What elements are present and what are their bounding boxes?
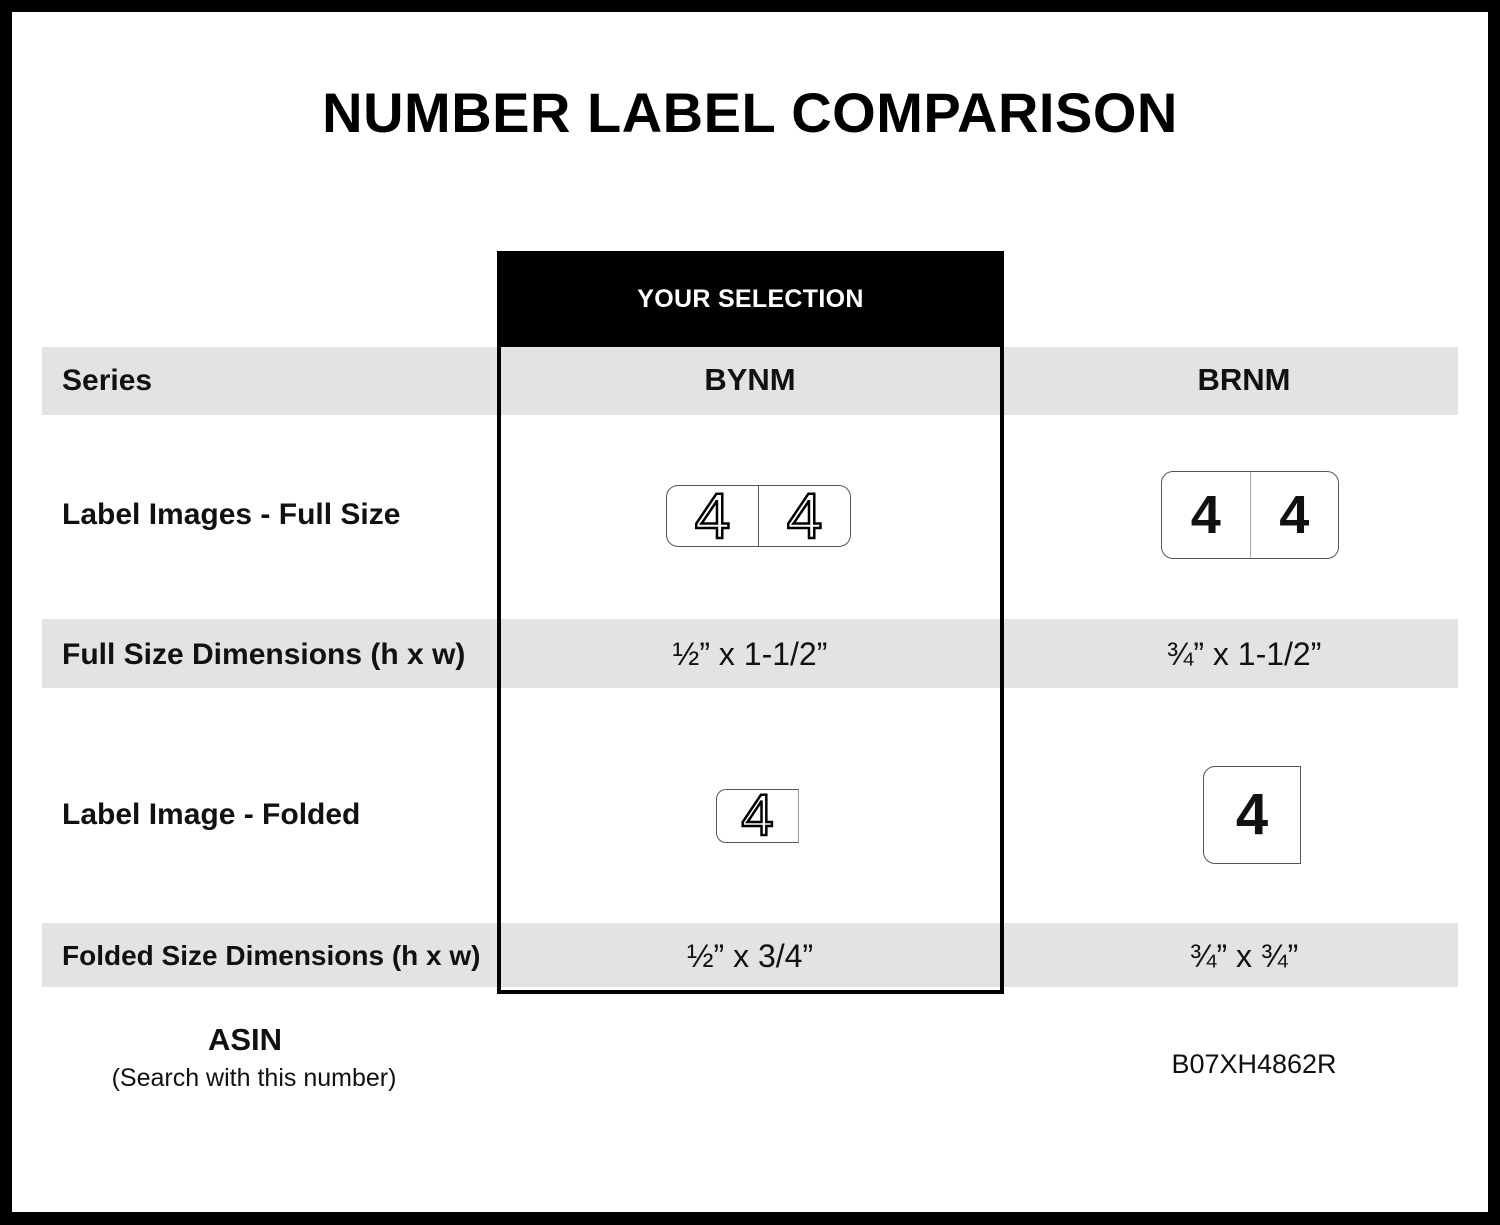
full-dims-other-value: ¾” x 1-1/2” [1166, 636, 1322, 672]
folded-images-label: Label Image - Folded [62, 798, 361, 831]
series-label: Series [62, 364, 153, 397]
brnm-full-label-image [1161, 471, 1339, 559]
page-title: NUMBER LABEL COMPARISON [322, 81, 1178, 144]
asin-title: ASIN [207, 1022, 283, 1057]
bynm-folded-label-image [716, 783, 799, 848]
folded-dims-selection-value: ½” x 3/4” [686, 938, 814, 974]
folded-dims-other-value: ¾” x ¾” [1189, 938, 1299, 974]
your-selection-header: YOUR SELECTION [497, 251, 1004, 347]
label-digit: 4 [1190, 485, 1221, 545]
full-images-label: Label Images - Full Size [62, 498, 401, 531]
full-dims-selection-value: ½” x 1-1/2” [672, 636, 828, 672]
label-digit: 4 [694, 480, 731, 552]
folded-dims-label: Folded Size Dimensions (h x w) [62, 940, 481, 971]
asin-subtitle: (Search with this number) [111, 1064, 397, 1092]
brnm-folded-label-image [1203, 766, 1301, 864]
series-selection-value: BYNM [704, 362, 796, 397]
asin-other-value[interactable]: B07XH4862R [1171, 1049, 1337, 1079]
label-digit: 4 [1279, 485, 1310, 545]
bynm-full-label-image [666, 480, 851, 552]
full-dims-label: Full Size Dimensions (h x w) [62, 638, 466, 671]
label-digit: 4 [786, 480, 823, 552]
series-other-value: BRNM [1197, 362, 1291, 397]
label-digit: 4 [741, 783, 774, 848]
label-digit: 4 [1235, 782, 1269, 847]
